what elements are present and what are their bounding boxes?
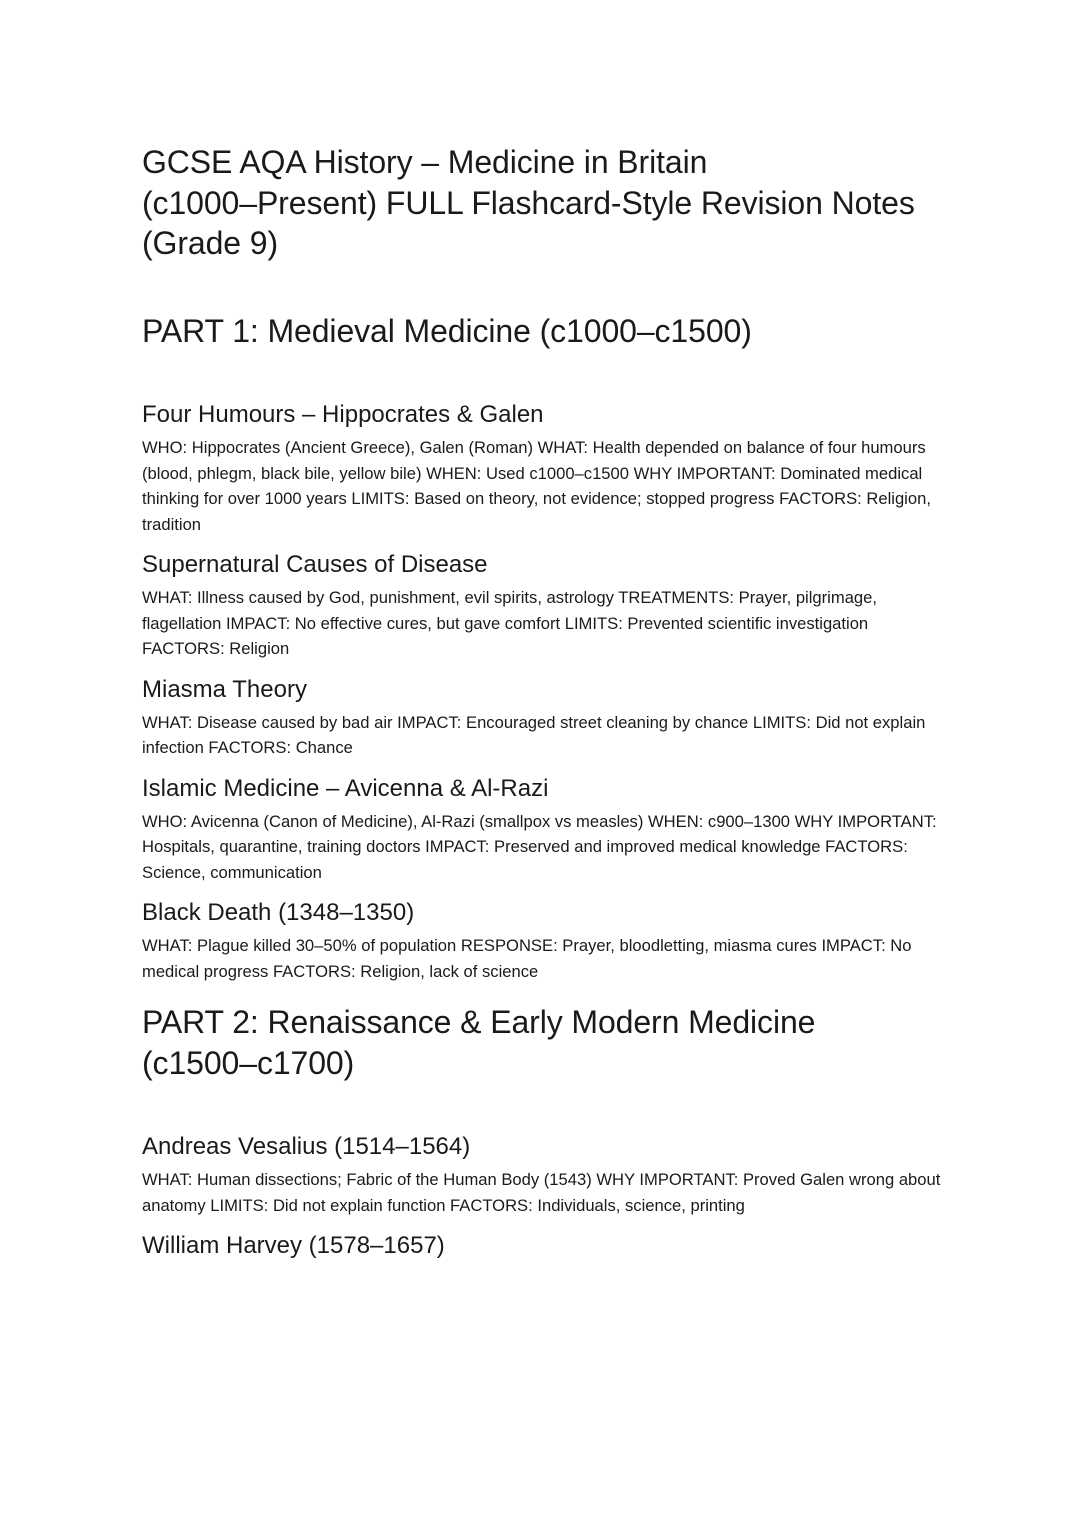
section-islamic-medicine [142, 774, 942, 886]
section-body: WHO: Hippocrates (Ancient Greece), Galen (Roman) WHAT: Health depended on balance of four humours (blood, phlegm, black bile, yellow bile) WHEN: Used c1000–c1500 WHY IMPORTANT: Dominated medical thinking for over 1000 years LIMITS: Based on theory, not evidence; stopped progress FACTORS: Religion, tradition [142, 438, 931, 534]
document-title [142, 142, 942, 264]
section-andreas-vesalius [142, 1132, 942, 1218]
section-body: WHAT: Human dissections; Fabric of the Human Body (1543) WHY IMPORTANT: Proved Galen wrong about anatomy LIMITS: Did not explain function FACTORS: Individuals, science, printing [142, 1170, 941, 1215]
section-heading: Supernatural Causes of Disease [142, 551, 488, 578]
section-supernatural-causes [142, 550, 942, 662]
part-2-heading-line-2: (c1500–c1700) [142, 1044, 355, 1081]
section-heading: William Harvey (1578–1657) [142, 1232, 445, 1259]
section-body: WHAT: Disease caused by bad air IMPACT: Encouraged street cleaning by chance LIMITS: Did not explain infection FACTORS: Chance [142, 712, 926, 757]
section-heading: Miasma Theory [142, 675, 307, 703]
section-four-humours [142, 400, 942, 537]
section-miasma-theory [142, 675, 942, 761]
section-william-harvey [142, 1231, 942, 1261]
document-title-line-1: GCSE AQA History – Medicine in Britain [142, 144, 708, 180]
section-body: WHO: Avicenna (Canon of Medicine), Al-Razi (smallpox vs measles) WHEN: c900–1300 WHY IMPORTANT: Hospitals, quarantine, training doctors IMPACT: Preserved and improved medical knowledge FACTORS: Science, communication [142, 811, 937, 882]
document-page [142, 142, 942, 1266]
section-heading: Andreas Vesalius (1514–1564) [142, 1133, 471, 1160]
section-heading: Four Humours – Hippocrates & Galen [142, 401, 544, 428]
section-heading: Black Death (1348–1350) [142, 899, 415, 926]
document-title-line-2: (c1000–Present) FULL Flashcard-Style Revision Notes [142, 184, 915, 221]
section-body: WHAT: Plague killed 30–50% of population RESPONSE: Prayer, bloodletting, miasma cures IMPACT: No medical progress FACTORS: Religion, lack of science [142, 936, 912, 981]
section-heading: Islamic Medicine – Avicenna & Al-Razi [142, 774, 549, 802]
part-1-heading: PART 1: Medieval Medicine (c1000–c1500) [142, 312, 752, 349]
section-black-death [142, 898, 942, 984]
section-body: WHAT: Illness caused by God, punishment, evil spirits, astrology TREATMENTS: Prayer, pilgrimage, flagellation IMPACT: No effective cures, but gave comfort LIMITS: Prevented scientific investigation FACTORS: Religion [142, 588, 877, 658]
part-2-heading [142, 1002, 942, 1083]
part-2-heading-line-1: PART 2: Renaissance & Early Modern Medicine [142, 1004, 816, 1040]
document-title-line-3: (Grade 9) [142, 225, 279, 261]
